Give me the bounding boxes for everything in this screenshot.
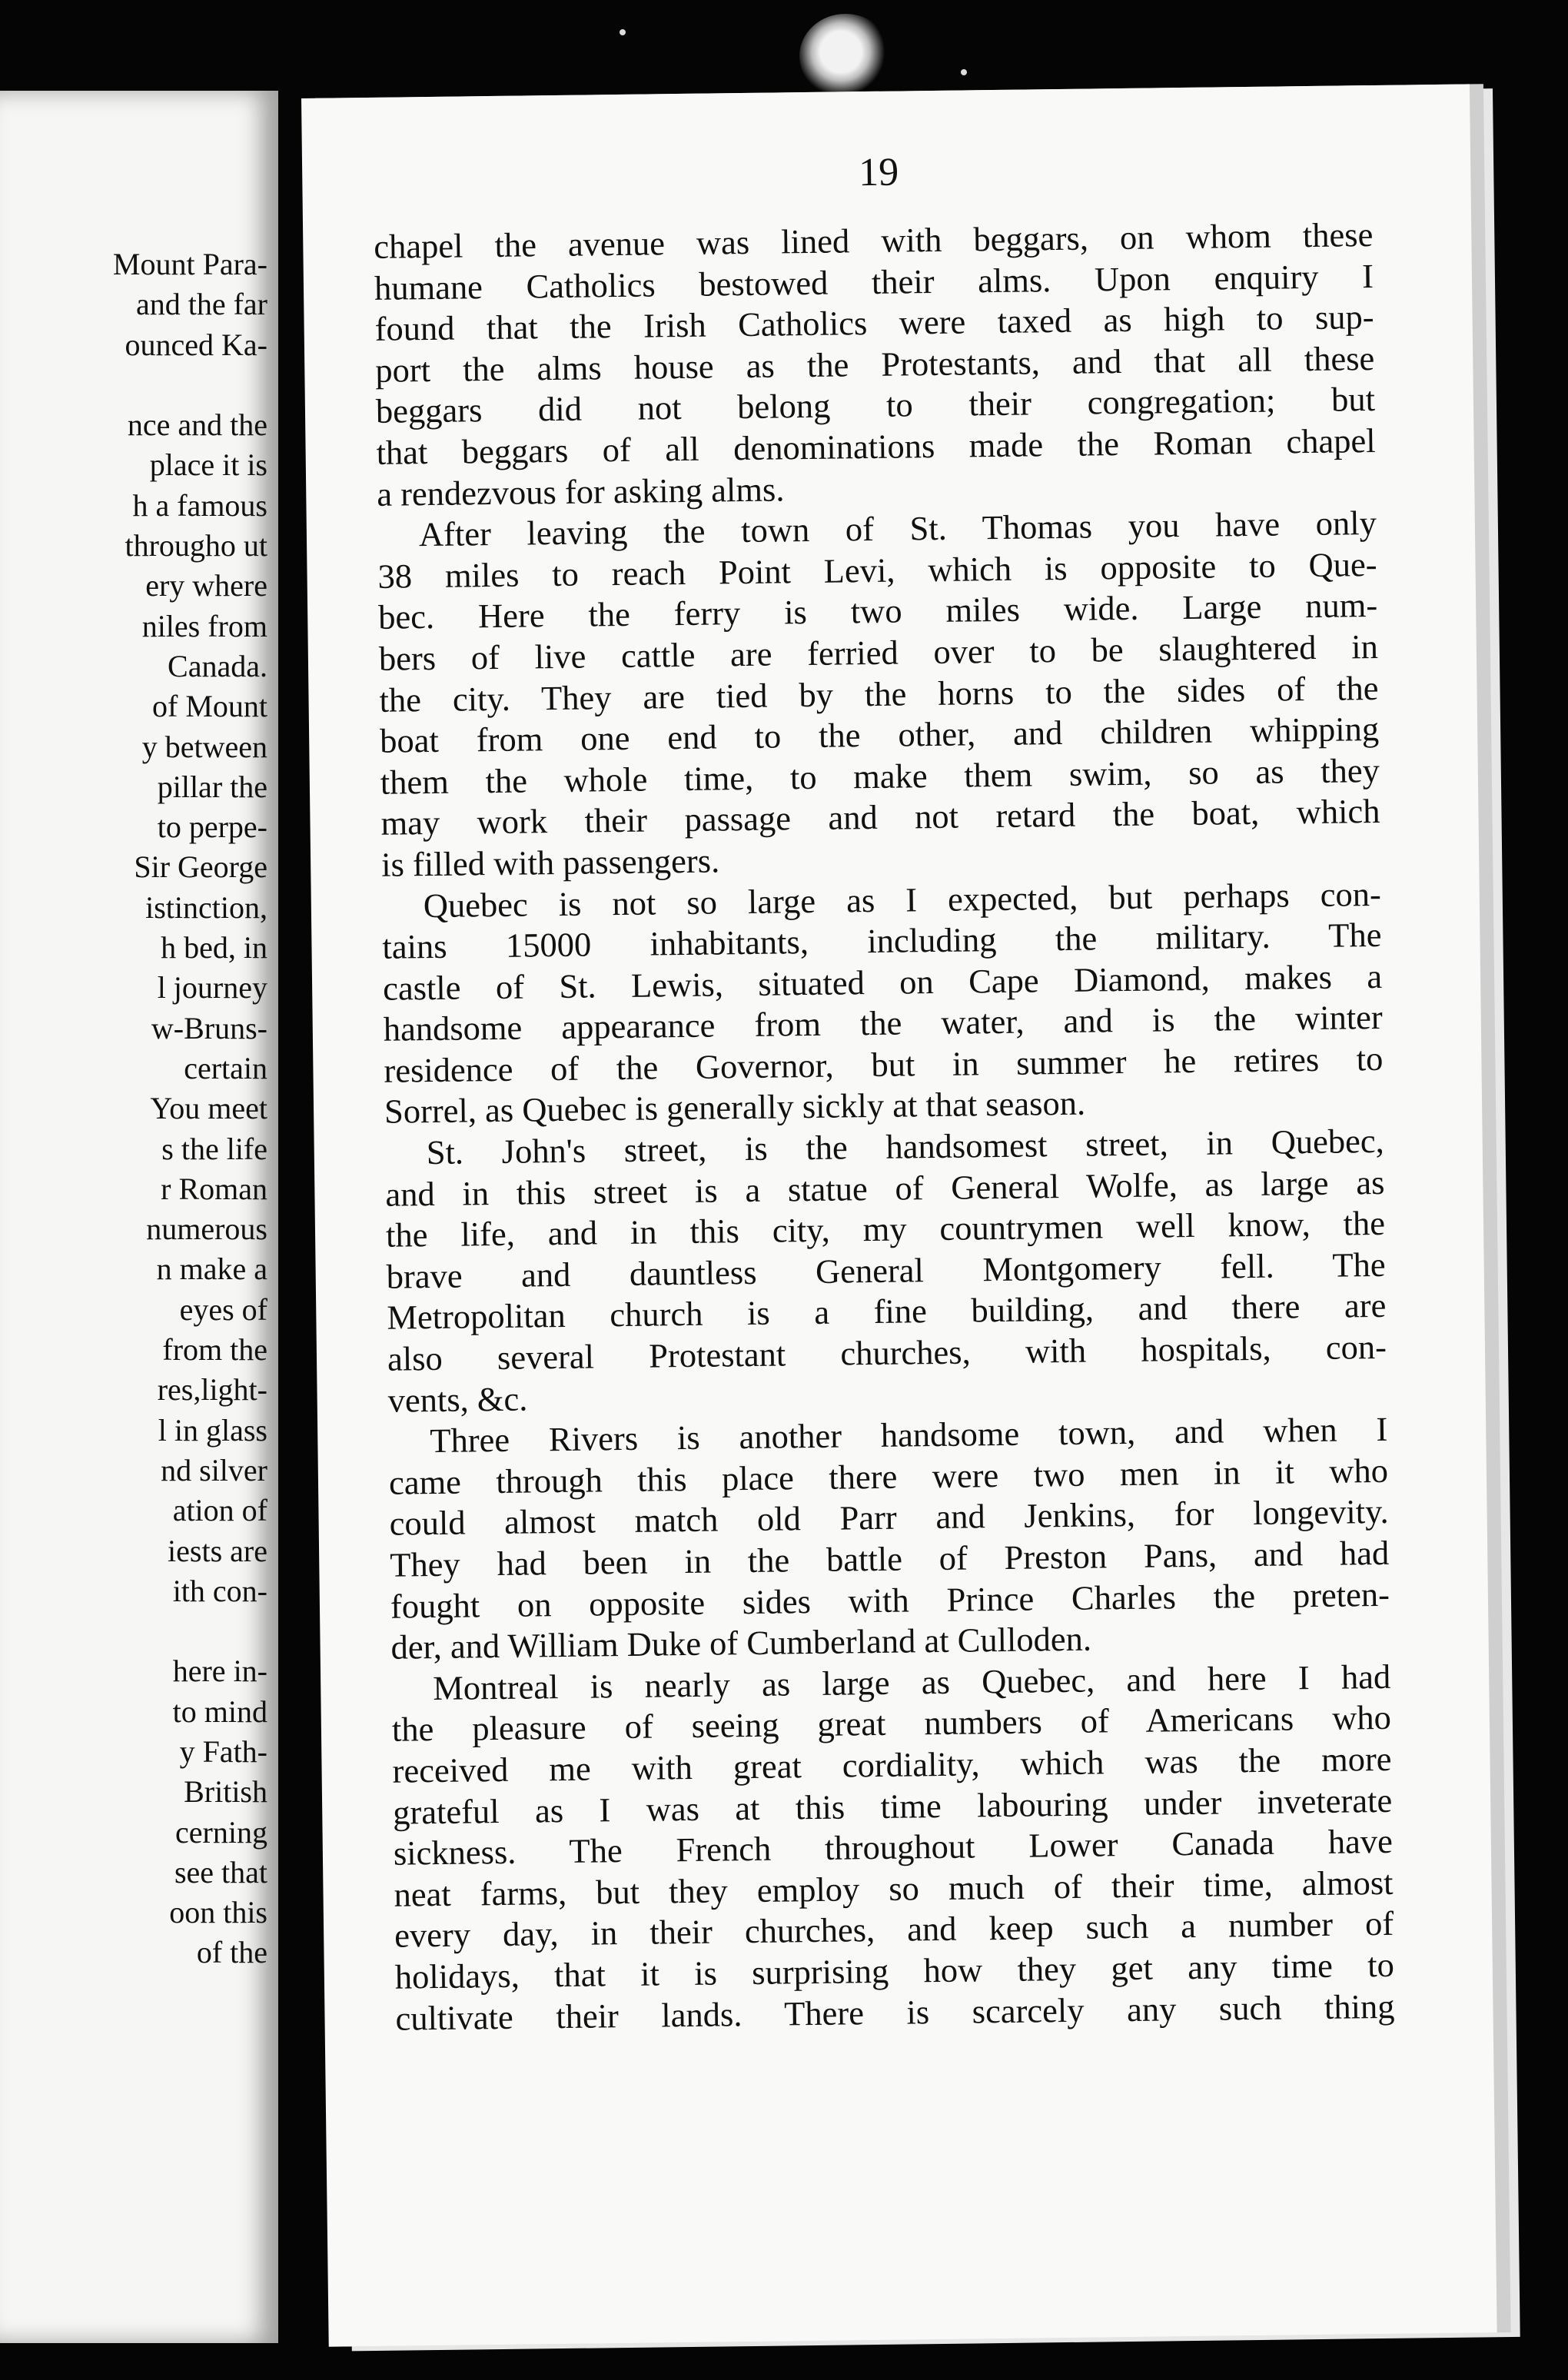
left-page-line: l in glass bbox=[158, 1412, 267, 1448]
left-page-line: You meet bbox=[150, 1091, 267, 1126]
left-page-line bbox=[6, 365, 267, 405]
text-line: der, and William Duke of Cumberland at Culloden. bbox=[390, 1619, 1092, 1667]
text-line: neat farms, but they employ so much of their time, almost bbox=[394, 1863, 1394, 1914]
text-line: residence of the Governor, but in summer he retires to bbox=[384, 1039, 1384, 1090]
left-page-line: ith con- bbox=[172, 1573, 267, 1608]
text-line: found that the Irish Catholics were taxed as high to sup- bbox=[374, 298, 1374, 349]
left-page-line: and the far bbox=[135, 287, 267, 322]
left-page-line: here in- bbox=[172, 1654, 267, 1689]
left-page-line: numerous bbox=[146, 1212, 267, 1247]
text-line: the city. They are tied by the horns to the sides of the bbox=[379, 668, 1379, 720]
left-page-line: cerning bbox=[175, 1814, 267, 1850]
text-line: 38 miles to reach Point Levi, which is opposite to Que- bbox=[377, 544, 1377, 596]
text-line: chapel the avenue was lined with beggars, on whom these bbox=[374, 214, 1374, 266]
left-page-line: see that bbox=[174, 1854, 267, 1890]
text-line: sickness. The French throughout Lower Canada have bbox=[393, 1821, 1394, 1873]
left-page-line: nd silver bbox=[161, 1452, 267, 1488]
text-line: the pleasure of seeing great numbers of Americans who bbox=[391, 1698, 1392, 1750]
left-page-line: British bbox=[184, 1774, 267, 1810]
text-line: every day, in their churches, and keep such a number of bbox=[394, 1904, 1394, 1956]
left-facing-page bbox=[0, 91, 278, 2343]
left-page-line: ation of bbox=[172, 1493, 267, 1528]
speck bbox=[961, 69, 967, 75]
left-page-line: w-Bruns- bbox=[151, 1010, 267, 1045]
text-line: brave and dauntless General Montgomery fell. The bbox=[386, 1245, 1386, 1296]
text-line: the life, and in this city, my countrymen well know, the bbox=[385, 1204, 1386, 1255]
text-line: Montreal is nearly as large as Quebec, and here I had bbox=[432, 1657, 1391, 1707]
left-page-line: pillar the bbox=[157, 769, 267, 804]
text-line: After leaving the town of St. Thomas you have only bbox=[418, 504, 1377, 554]
text-line: boat from one end to the other, and children whipping bbox=[379, 710, 1380, 760]
text-line: cultivate their lands. There is scarcely any such thing bbox=[395, 1986, 1395, 2038]
left-page-line: Canada. bbox=[168, 648, 267, 683]
left-page-line: eyes of bbox=[179, 1291, 267, 1327]
left-page-line: througho ut bbox=[125, 528, 267, 563]
text-line: Metropolitan church is a fine building, and there are bbox=[387, 1286, 1387, 1338]
page-text bbox=[374, 214, 1395, 2039]
text-line: handsome appearance from the water, and is the winter bbox=[383, 998, 1384, 1049]
text-line: tains 15000 inhabitants, including the military. The bbox=[382, 916, 1382, 966]
text-line: came through this place there were two men in it who bbox=[388, 1451, 1389, 1502]
left-page-line: certain bbox=[184, 1050, 267, 1085]
text-line: a rendezvous for asking alms. bbox=[376, 469, 785, 514]
left-page-line: ounced Ka- bbox=[125, 327, 267, 362]
text-line: St. John's street, is the handsomest street, in Quebec, bbox=[426, 1121, 1384, 1172]
text-line: Sorrel, as Quebec is generally sickly at that season. bbox=[384, 1084, 1086, 1132]
text-line: They had been in the battle of Preston Pans, and had bbox=[390, 1533, 1390, 1584]
speck bbox=[620, 29, 626, 35]
text-line: received me with great cordiality, which was the more bbox=[392, 1739, 1392, 1790]
text-line: grateful as I was at this time labouring under inveterate bbox=[392, 1780, 1393, 1832]
text-line: is filled with passengers. bbox=[380, 841, 720, 884]
text-line: and in this street is a statue of General Wolfe, as large as bbox=[385, 1162, 1385, 1214]
left-page-line: y Fath- bbox=[179, 1733, 267, 1769]
left-page-line: n make a bbox=[156, 1251, 267, 1287]
text-line: them the whole time, to make them swim, so as they bbox=[380, 750, 1380, 802]
text-line: bers of live cattle are ferried over to be slaughtered in bbox=[378, 627, 1379, 678]
text-line: that beggars of all denominations made the Roman chapel bbox=[376, 420, 1376, 472]
left-page-line: of Mount bbox=[152, 689, 267, 724]
left-page-line: of the bbox=[196, 1935, 267, 1970]
text-line: vents, &c. bbox=[387, 1379, 528, 1420]
left-page-line: Mount Para- bbox=[112, 247, 267, 281]
left-page-line: to mind bbox=[172, 1694, 267, 1729]
text-line: could almost match old Parr and Jenkins, for longevity. bbox=[389, 1492, 1389, 1544]
left-page-line: nce and the bbox=[127, 407, 267, 443]
text-line: port the alms house as the Protestants, and that all these bbox=[375, 338, 1375, 390]
left-page-line: h bed, in bbox=[161, 930, 267, 966]
page-number: 19 bbox=[858, 150, 899, 195]
text-line: Three Rivers is another handsome town, and when I bbox=[430, 1410, 1388, 1461]
text-line: also several Protestant churches, with hospitals, con- bbox=[387, 1327, 1387, 1378]
left-page-line: istinction, bbox=[145, 889, 267, 925]
text-line: beggars did not belong to their congregation; but bbox=[375, 380, 1376, 431]
left-page-line: iests are bbox=[168, 1533, 267, 1568]
left-page-line: to perpe- bbox=[157, 809, 267, 845]
left-page-text bbox=[6, 244, 267, 1973]
left-page-line: ery where bbox=[145, 568, 267, 603]
left-page-line: place it is bbox=[149, 447, 267, 483]
left-page-line: h a famous bbox=[132, 487, 267, 523]
left-page-line: y between bbox=[141, 729, 267, 764]
ink-blot bbox=[799, 14, 892, 98]
text-line: holidays, that it is surprising how they get any time to bbox=[394, 1945, 1395, 1996]
text-line: humane Catholics bestowed their alms. Upon enquiry I bbox=[374, 256, 1374, 307]
left-page-line: Sir George bbox=[134, 849, 267, 885]
text-line: fought on opposite sides with Prince Charles the preten- bbox=[390, 1574, 1390, 1626]
text-line: castle of St. Lewis, situated on Cape Diamond, makes a bbox=[382, 956, 1383, 1008]
left-page-line: l journey bbox=[157, 970, 267, 1006]
left-page-line: niles from bbox=[141, 608, 267, 643]
left-page-line: res,light- bbox=[157, 1372, 267, 1408]
book-page bbox=[301, 84, 1497, 2346]
left-page-line: s the life bbox=[161, 1131, 267, 1166]
text-line: bec. Here the ferry is two miles wide. Large num- bbox=[377, 586, 1378, 637]
text-line: may work their passage and not retard the boat, which bbox=[380, 792, 1380, 843]
left-page-line: r Roman bbox=[161, 1171, 267, 1206]
left-page-line: from the bbox=[162, 1332, 267, 1368]
left-page-line: oon this bbox=[169, 1895, 267, 1930]
text-line: Quebec is not so large as I expected, but perhaps con- bbox=[423, 874, 1382, 925]
left-page-line bbox=[6, 1611, 267, 1651]
